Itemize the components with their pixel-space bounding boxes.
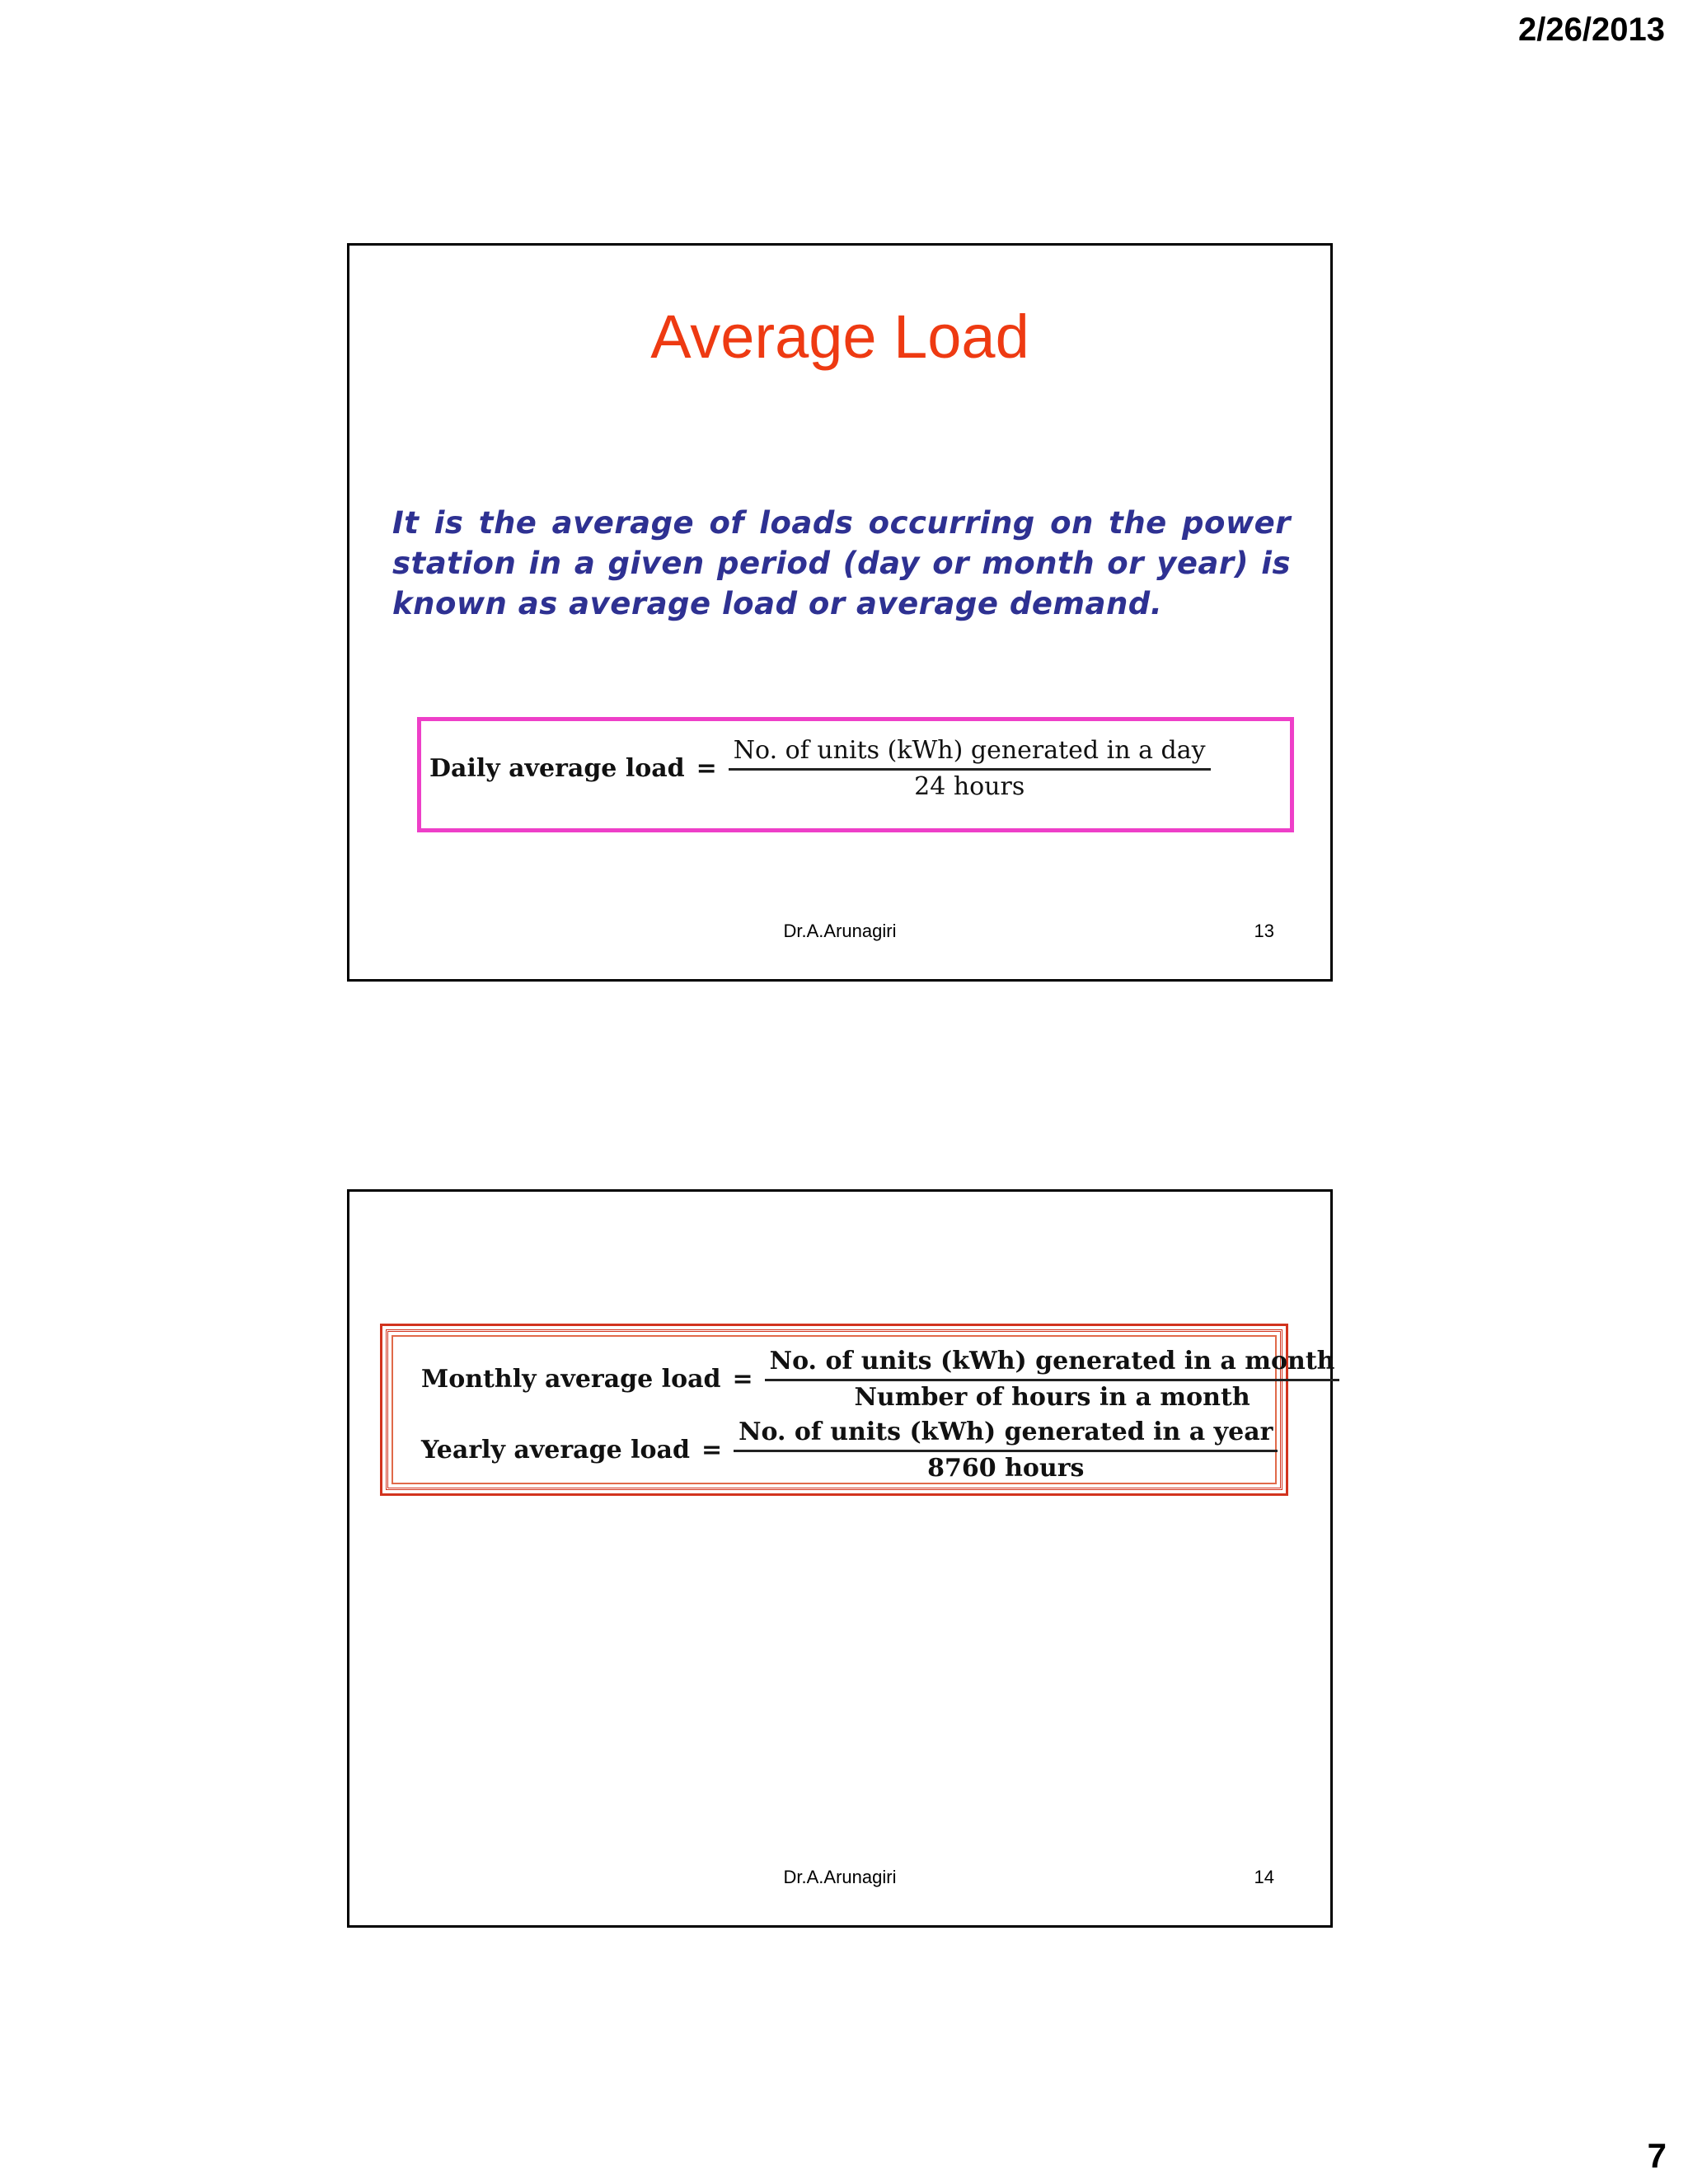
slide-footer-number: 13 xyxy=(1254,921,1274,941)
slide-footer-author: Dr.A.Arunagiri xyxy=(783,1867,897,1887)
slide-body-text: It is the average of loads occurring on the power station in a given period (day or month or year) is known as average load or average demand. xyxy=(392,505,1291,621)
page-date: 2/26/2013 xyxy=(1518,12,1665,48)
slide-average-load-formulas xyxy=(347,1189,1333,1928)
formula-equals: = xyxy=(696,754,717,783)
slide-average-load xyxy=(347,243,1333,982)
formula-lhs: Monthly average load xyxy=(421,1365,721,1394)
formula-fraction xyxy=(729,736,1211,801)
slide-footer-author: Dr.A.Arunagiri xyxy=(783,921,897,941)
page-number: 7 xyxy=(1647,2136,1667,2175)
formula-denominator: Number of hours in a month xyxy=(854,1383,1250,1412)
formula-denominator: 8760 hours xyxy=(927,1454,1085,1483)
formula-equals: = xyxy=(732,1365,753,1394)
formula-equals: = xyxy=(701,1436,723,1465)
formula-fraction xyxy=(734,1418,1278,1483)
monthly-average-load-formula xyxy=(421,1347,1339,1412)
slide-title: Average Load xyxy=(650,302,1029,371)
formula-frame-inner xyxy=(386,1329,1335,1490)
formula-lhs: Daily average load xyxy=(429,754,685,783)
formula-fraction xyxy=(765,1347,1340,1412)
formula-lhs: Yearly average load xyxy=(421,1436,690,1465)
formula-frame xyxy=(380,1324,1335,1496)
formula-numerator: No. of units (kWh) generated in a month xyxy=(769,1347,1335,1376)
slide-footer-number: 14 xyxy=(1254,1867,1274,1887)
formula-denominator: 24 hours xyxy=(914,772,1025,801)
daily-formula-highlight-box xyxy=(417,717,1294,832)
formula-numerator: No. of units (kWh) generated in a year xyxy=(738,1418,1273,1446)
daily-average-load-formula xyxy=(429,736,1211,801)
yearly-average-load-formula xyxy=(421,1418,1278,1483)
formula-numerator: No. of units (kWh) generated in a day xyxy=(733,736,1206,765)
